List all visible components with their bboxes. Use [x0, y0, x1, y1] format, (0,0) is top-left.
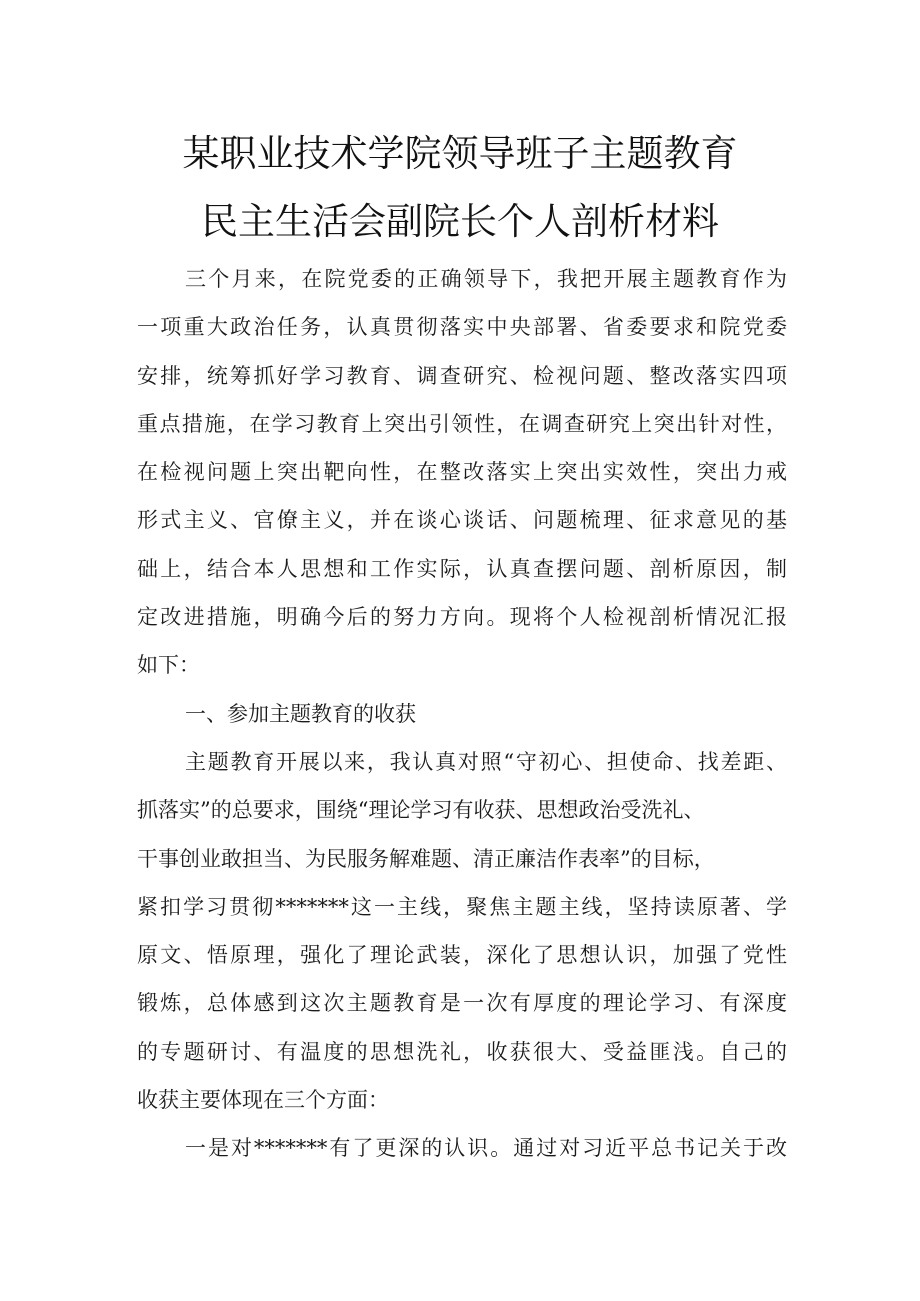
paragraph-line: 一是对*******有了更深的认识。通过对习近平总书记关于改	[185, 1136, 787, 1161]
document-title	[0, 120, 920, 256]
document-body	[137, 255, 787, 1173]
paragraph-line: 主题教育开展以来，我认真对照“守初心、担使命、找差距、	[185, 749, 787, 774]
paragraph-line: 锻炼，总体感到这次主题教育是一次有厚度的理论学习、有深度	[137, 991, 787, 1016]
paragraph-line: 定改进措施，明确今后的努力方向。现将个人检视剖析情况汇报	[137, 605, 787, 630]
paragraph-line: 在检视问题上突出靶向性，在整改落实上突出实效性，突出力戒	[137, 460, 787, 485]
paragraph-line: 如下：	[137, 653, 200, 678]
paragraph-line: 一项重大政治任务，认真贯彻落实中央部署、省委要求和院党委	[137, 315, 787, 340]
paragraph-line: 形式主义、官僚主义，并在谈心谈话、问题梳理、征求意见的基	[137, 508, 787, 533]
paragraph-line: 础上，结合本人思想和工作实际，认真查摆问题、剖析原因，制	[137, 556, 787, 581]
paragraph-line: 重点措施，在学习教育上突出引领性，在调查研究上突出针对性，	[137, 411, 787, 436]
paragraph-line: 抓落实”的总要求，围绕“理论学习有收获、思想政治受洗礼、	[137, 798, 705, 823]
paragraph-line: 紧扣学习贯彻*******这一主线，聚焦主题主线，坚持读原著、学	[137, 894, 787, 919]
paragraph-line: 干事创业敢担当、为民服务解难题、清正廉洁作表率”的目标，	[137, 846, 715, 871]
paragraph-line: 原文、悟原理，强化了理论武装，深化了思想认识，加强了党性	[137, 943, 787, 968]
title-line-2: 民主生活会副院长个人剖析材料	[201, 200, 719, 243]
section-heading: 一、参加主题教育的收获	[185, 701, 416, 726]
paragraph-line: 三个月来，在院党委的正确领导下，我把开展主题教育作为	[185, 267, 787, 291]
paragraph-line: 安排，统筹抓好学习教育、调查研究、检视问题、整改落实四项	[137, 363, 787, 388]
paragraph-line: 的专题研讨、有温度的思想洗礼，收获很大、受益匪浅。自己的	[137, 1039, 787, 1064]
paragraph-line: 收获主要体现在三个方面：	[137, 1088, 389, 1113]
title-line-1: 某职业技术学院领导班子主题教育	[182, 132, 738, 175]
